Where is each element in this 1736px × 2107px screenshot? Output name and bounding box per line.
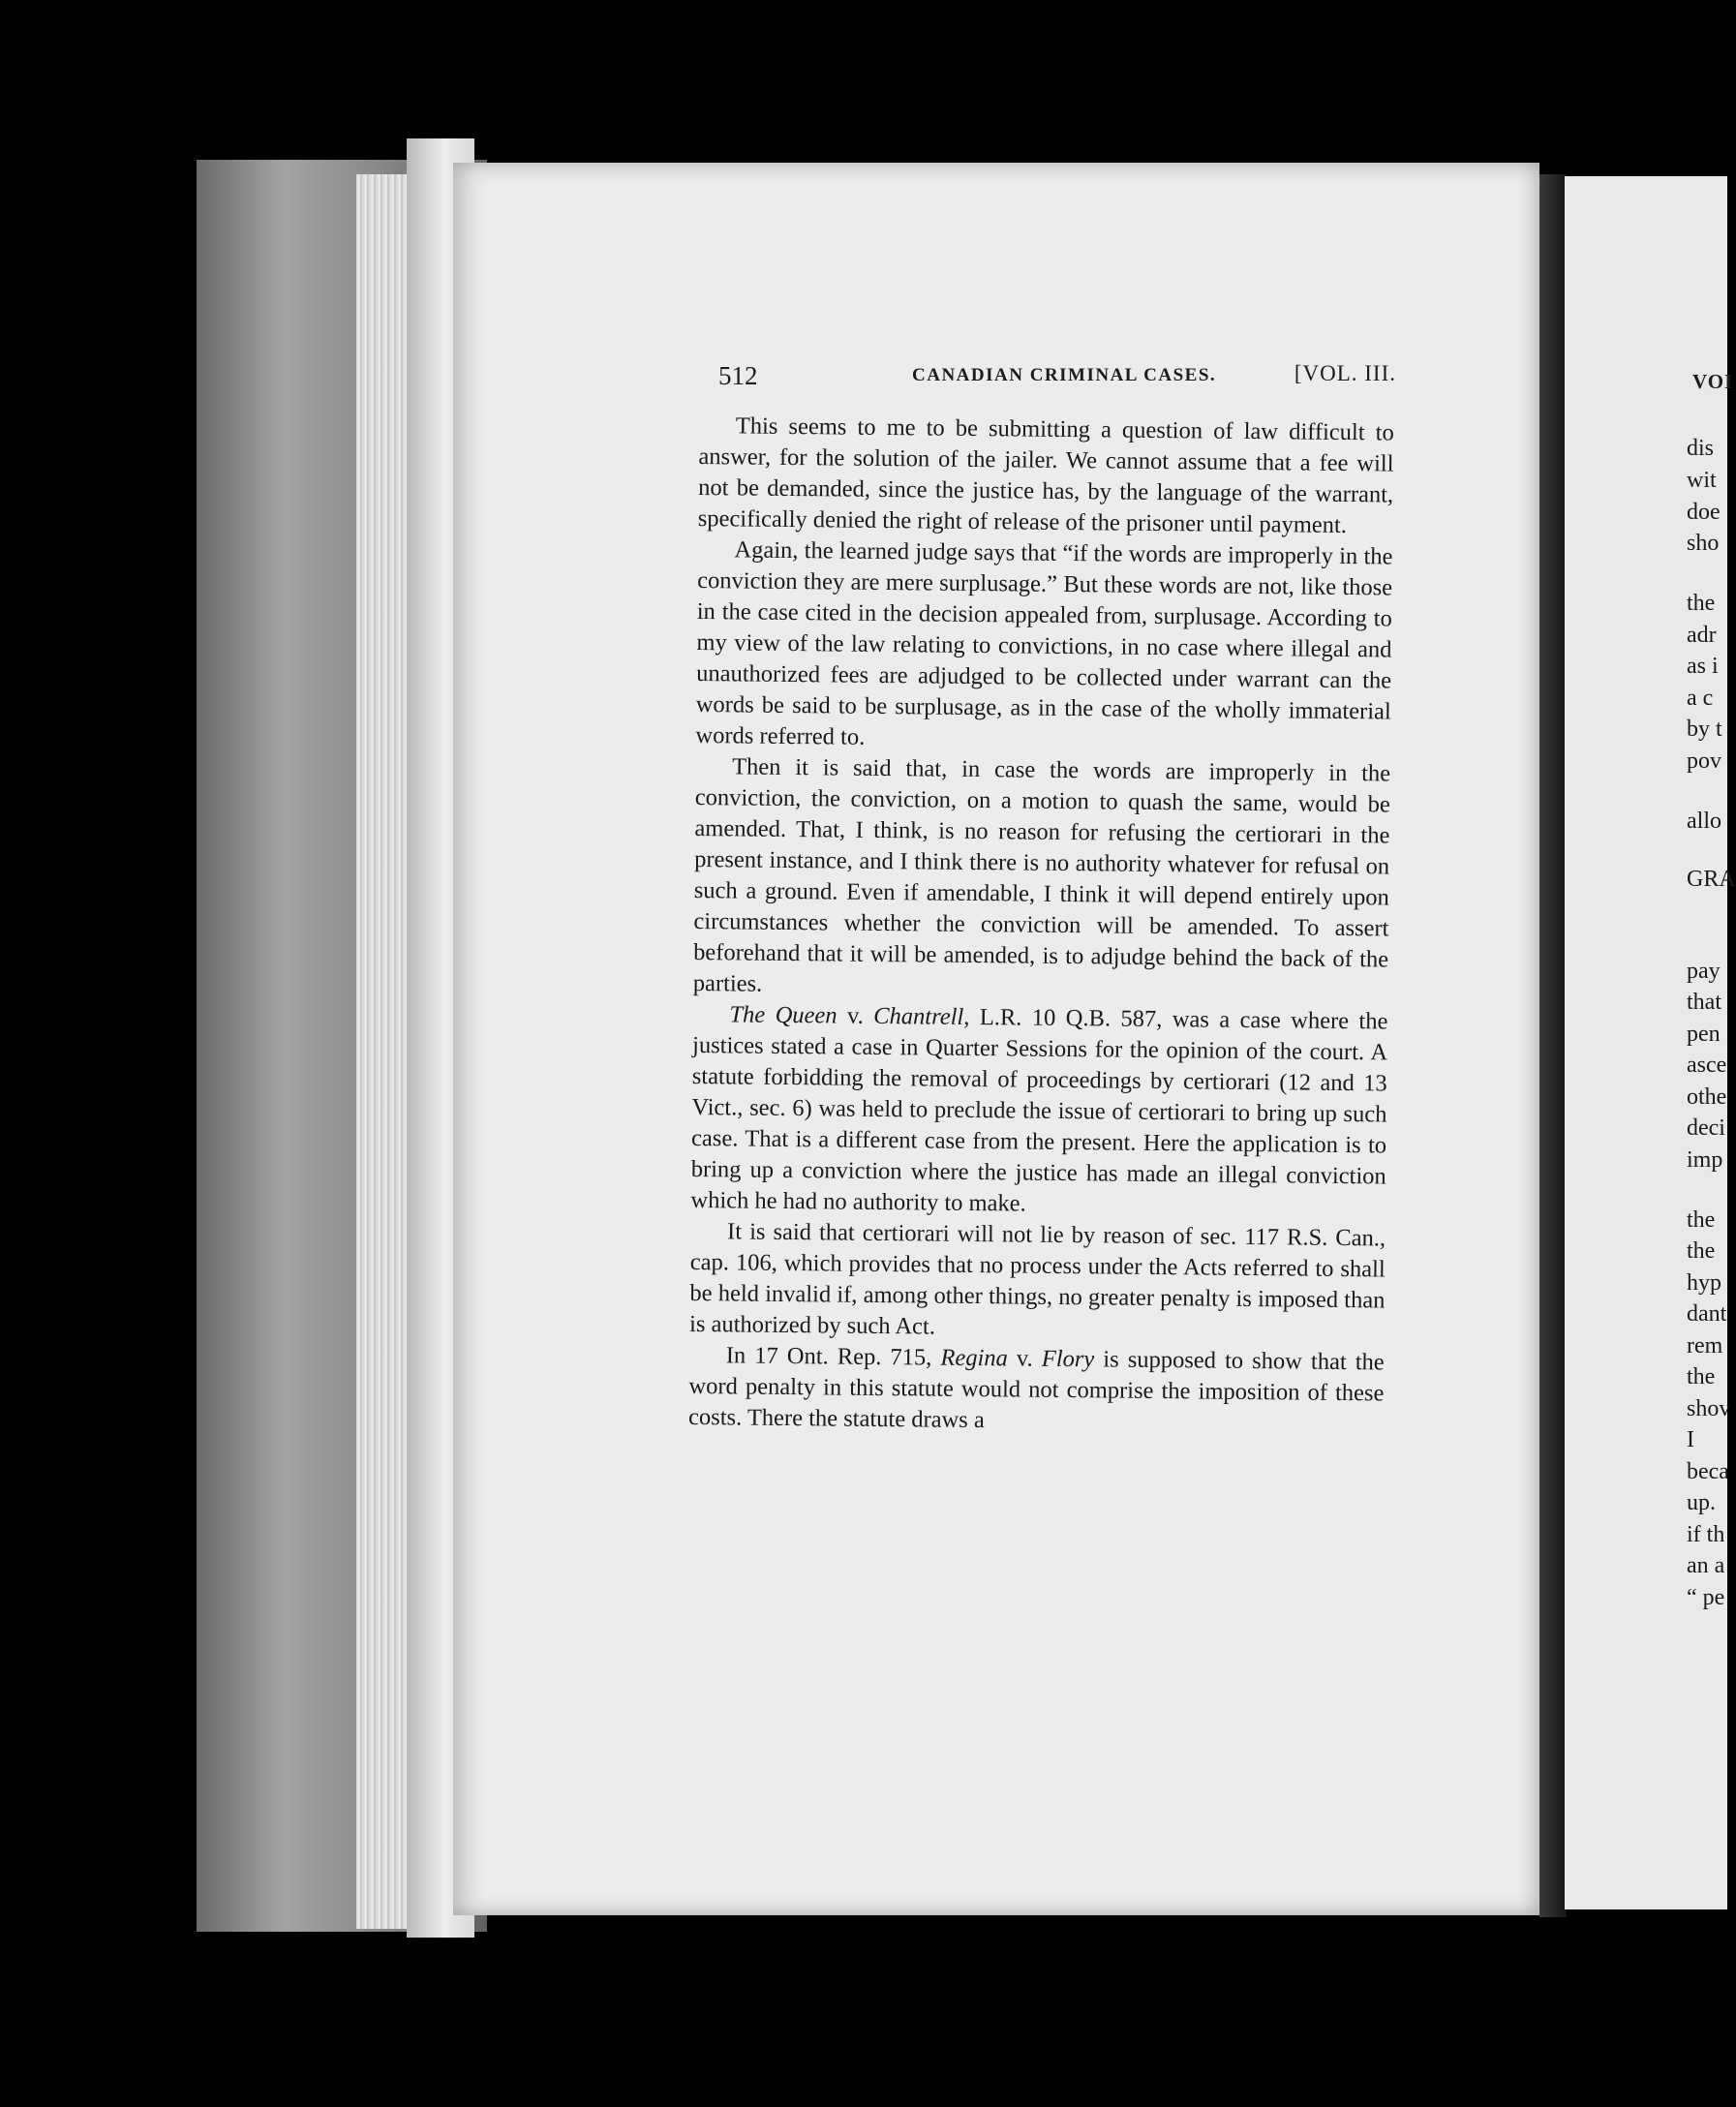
paragraph [688,1340,1385,1441]
facing-page-fragment: I [1687,1427,1694,1452]
facing-page-fragment: imp [1687,1147,1723,1173]
facing-page-fragment: by t [1687,717,1722,742]
facing-page-fragment: adr [1687,623,1717,648]
facing-page-fragment: the [1687,1238,1716,1264]
facing-page-fragment: dis [1687,436,1715,461]
facing-page-fragment: allo [1687,809,1721,834]
page-number: 512 [718,361,758,390]
facing-page-fragment: “ pe [1687,1585,1725,1610]
paragraph [690,999,1387,1224]
paragraph [698,411,1394,542]
facing-page-fragment: pen [1687,1022,1721,1047]
facing-page-fragment: pov [1687,748,1721,774]
facing-page-fragment: the [1687,1364,1716,1389]
text-segment: v. [837,1002,874,1029]
italic-text: Flory [1041,1345,1095,1373]
facing-page-fragment: an a [1687,1553,1725,1578]
facing-page-header: VOI [1692,370,1734,393]
facing-page-fragment: deci [1687,1115,1725,1141]
facing-page-fragment: rem [1687,1333,1723,1359]
italic-text: Chantrell [873,1002,964,1030]
text-segment: is supposed to show that the word penalty in this statute would not comprise the imposition of these costs. There the statute draws a [687,1346,1385,1434]
facing-page-fragment: wit [1687,468,1717,493]
text-segment: v. [1007,1345,1042,1372]
running-title: CANADIAN CRIMINAL CASES. [912,365,1217,385]
facing-page-fragment: doe [1687,500,1721,525]
facing-page-fragment: shov [1687,1396,1731,1421]
italic-text: Regina [940,1344,1009,1372]
facing-page-fragment: if th [1687,1522,1725,1547]
facing-page [1565,176,1736,1909]
facing-page-fragment: the [1687,1207,1716,1233]
volume-label: [VOL. III. [1294,361,1396,385]
italic-text: The Queen [729,1001,838,1029]
facing-page-fragment: hyp [1687,1270,1721,1296]
text-segment: , L.R. 10 Q.B. 587, was a case where the justices stated a case in Quarter Sessions for the opinion of the court. A statute forbidding the removal of proceedings by certiorari (12 and 13 Vict., sec. 6) was held to preclude the issue of certiorari to bring up such case. That is a different case from the present. Here the application is to bring up a conviction where the justice has made an illegal conviction which he had no authority to make. [690,1003,1388,1217]
facing-page-fragment: beca [1687,1459,1729,1484]
facing-page-fragment: dant [1687,1301,1727,1327]
facing-page-fragment: a c [1687,686,1714,711]
paragraph [695,534,1392,759]
facing-page-fragment: the [1687,591,1716,616]
text-segment: This seems to me to be submitting a question of law difficult to answer, for the solution of the jailer. We cannot assume that a fee will not be demanded, since the justice has, by the language of the warrant, specifically denied the right of release of the prisoner until payment. [697,412,1394,539]
text-body [688,411,1394,1440]
text-segment: It is said that certiorari will not lie by reason of sec. 117 R.S. Can., cap. 106, which provides that no process under the Acts referred to shall be held invalid if, among other things, no greater penalty is imposed than is authorized by such Act. [688,1218,1386,1340]
facing-page-fragment: as i [1687,654,1719,679]
facing-page-fragment: othe [1687,1084,1727,1110]
facing-page-fragment: sho [1687,531,1720,556]
facing-page-fragment: asce [1687,1053,1727,1078]
facing-page-fragment: pay [1687,959,1721,984]
text-segment: In 17 Ont. Rep. 715, [725,1342,941,1371]
book-gutter [1539,174,1567,1917]
paragraph [689,1216,1386,1348]
page-header [718,361,1396,400]
text-segment: Again, the learned judge says that “if the words are improperly in the conviction they are mere surplusage.” But these words are not, like those in the case cited in the decision appealed from, surplusage. According to my view of the law relating to convictions, in no case where illegal and unauthorized fees are adjudged to be collected under warrant can the words be said to be surplusage, as in the case of the wholly immaterial words referred to. [695,536,1393,750]
text-segment: Then it is said that, in case the words are improperly in the conviction, the conviction, on a motion to quash the same, would be amended. That, I think, is no reason for refusing the certiorari in the present instance, and I think there is no authority whatever for refusal on such a ground. Even if amendable, I think it will depend entirely upon circumstances whether the conviction will be amended. To assert beforehand that it will be amended, is to adjudge behind the back of the parties. [692,753,1391,997]
facing-page-fragment: up. [1687,1490,1716,1515]
paragraph [693,751,1391,1007]
facing-page-fragment: GRA [1687,867,1736,892]
facing-page-fragment: that [1687,990,1721,1015]
